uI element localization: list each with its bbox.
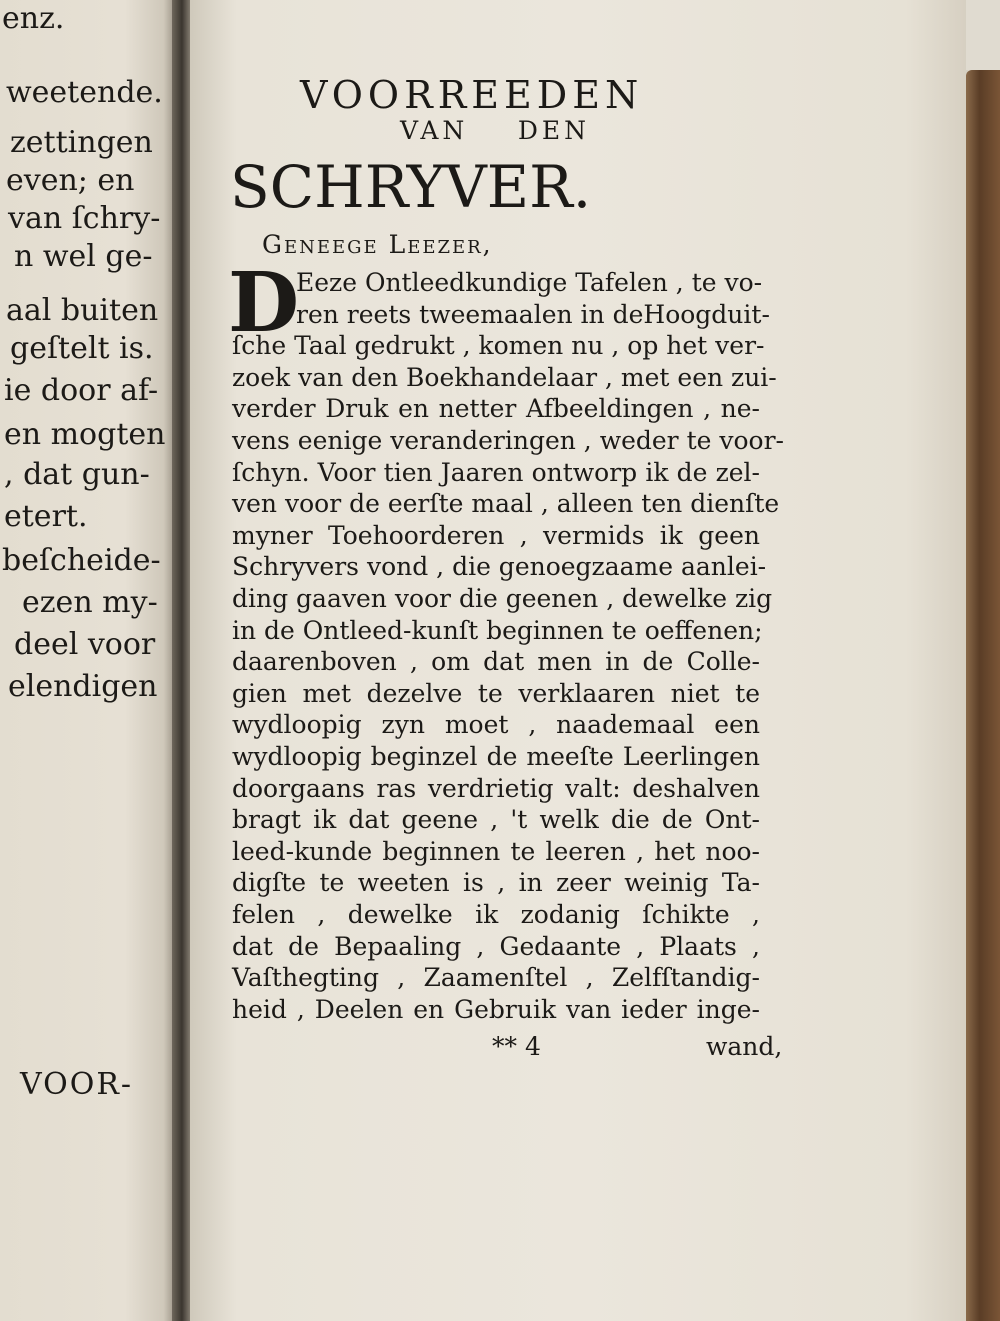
signature-mark: ** 4 bbox=[492, 1032, 541, 1061]
body-text-line: zoek van den Boekhandelaar , met een zui- bbox=[232, 362, 777, 392]
left-text-line: n wel ge- bbox=[14, 239, 153, 274]
body-text-line: bragt ik dat geene , 't welk die de Ont- bbox=[232, 805, 760, 835]
body-text-line: ding gaaven voor die geenen , dewelke zig bbox=[232, 584, 773, 613]
body-text-line: daarenboven , om dat men in de Colle- bbox=[232, 647, 760, 677]
left-text-line: zettingen bbox=[10, 125, 153, 160]
body-text-line: wydloopig zyn moet , naademaal een bbox=[232, 710, 760, 740]
body-text-line: Eeze Ontleedkundige Tafelen , te vo- bbox=[296, 268, 763, 297]
body-text-line: vens eenige veranderingen , weder te voor- bbox=[232, 426, 784, 455]
left-text-line: beſcheide- bbox=[2, 543, 161, 578]
body-text-line: ven voor de eerſte maal , alleen ten dienſte bbox=[232, 489, 780, 519]
body-text-line: Vaſthegting , Zaamenſtel , Zelfſtandig- bbox=[232, 963, 760, 993]
left-page bbox=[0, 0, 178, 1321]
body-text-line: heid , Deelen en Gebruik van ieder inge- bbox=[232, 994, 760, 1024]
body-text-line: dat de Bepaaling , Gedaante , Plaats , bbox=[232, 931, 760, 961]
page-edge bbox=[966, 0, 1000, 70]
left-text-line: , dat gun- bbox=[4, 457, 150, 492]
left-text-line: en mogten bbox=[4, 417, 166, 452]
body-text-line: Schryvers vond , die genoegzaame aanlei- bbox=[232, 552, 767, 582]
greeting: Geneege Leezer, bbox=[262, 230, 493, 259]
left-text-line: deel voor bbox=[14, 627, 156, 662]
left-text-line: van ſchry- bbox=[8, 201, 161, 236]
title-line-3: SCHRYVER. bbox=[230, 153, 592, 221]
left-text-line: ezen my- bbox=[22, 585, 158, 620]
body-text-line: gien met dezelve te verklaaren niet te bbox=[232, 678, 760, 708]
body-text-line: leed-kunde beginnen te leeren , het noo- bbox=[232, 836, 760, 866]
left-text-line: enz. bbox=[2, 1, 65, 36]
catchword: wand, bbox=[706, 1032, 783, 1061]
body-text-line: doorgaans ras verdrietig valt: deshalven bbox=[232, 773, 760, 803]
title-line-2: VAN DEN bbox=[400, 116, 590, 145]
body-text-line: wydloopig beginzel de meeſte Leerlingen bbox=[232, 742, 760, 771]
left-text-line: weetende. bbox=[6, 75, 163, 110]
body-text-line: myner Toehoorderen , vermids ik geen bbox=[232, 520, 760, 550]
left-catchword: VOOR- bbox=[20, 1067, 134, 1102]
body-text-line: ſchyn. Voor tien Jaaren ontworp ik de zel- bbox=[232, 457, 760, 487]
title-line-1: VOORREEDEN bbox=[300, 73, 644, 117]
left-text-line: geſtelt is. bbox=[10, 331, 154, 366]
drop-cap: D bbox=[228, 255, 300, 351]
left-text-line: ie door af- bbox=[4, 373, 159, 408]
body-text-line: ſche Taal gedrukt , komen nu , op het ver- bbox=[232, 331, 765, 361]
left-text-line: etert. bbox=[4, 499, 88, 534]
body-text-line: verder Druk en netter Afbeeldingen , ne- bbox=[232, 394, 760, 424]
body-text-line: felen , dewelke ik zodanig ſchikte , bbox=[232, 900, 760, 929]
left-text-line: elendigen bbox=[8, 669, 158, 704]
body-text-line: in de Ontleed-kunſt beginnen te oeffenen; bbox=[232, 615, 763, 645]
left-text-line: aal buiten bbox=[6, 293, 159, 328]
body-text-line: digſte te weeten is , in zeer weinig Ta- bbox=[232, 868, 760, 898]
left-text-line: even; en bbox=[6, 163, 135, 198]
book-binding bbox=[966, 70, 1000, 1321]
body-text-line: ren reets tweemaalen in deHoogduit- bbox=[296, 299, 770, 329]
